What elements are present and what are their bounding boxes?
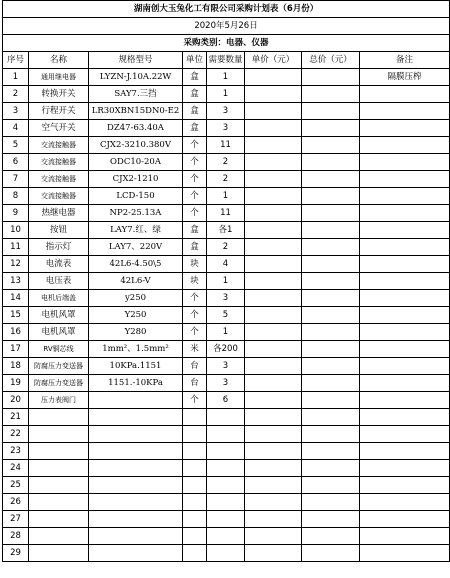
item-unit	[183, 545, 207, 562]
sheet-title: 湖南创大玉兔化工有限公司采购计划表（6月份）	[3, 1, 450, 18]
item-total-price	[302, 103, 360, 120]
row-number: 26	[3, 494, 29, 511]
row-number: 13	[3, 273, 29, 290]
row-number: 29	[3, 545, 29, 562]
item-unit-price	[245, 137, 302, 154]
item-unit: 个	[183, 171, 207, 188]
row-number: 16	[3, 324, 29, 341]
item-spec: SAY7.三挡	[89, 86, 183, 103]
item-total-price	[302, 171, 360, 188]
item-note	[360, 137, 450, 154]
item-unit-price	[245, 477, 302, 494]
item-name: 电机风罩	[29, 324, 89, 341]
table-row	[3, 392, 450, 409]
column-header-unit: 单位	[183, 52, 207, 69]
item-total-price	[302, 205, 360, 222]
row-number: 2	[3, 86, 29, 103]
item-unit-price	[245, 426, 302, 443]
item-name: 压力表阀门	[29, 392, 89, 409]
table-row	[3, 528, 450, 545]
item-total-price	[302, 188, 360, 205]
item-qty: 1	[207, 86, 245, 103]
row-number: 25	[3, 477, 29, 494]
item-name: 指示灯	[29, 239, 89, 256]
item-unit: 个	[183, 307, 207, 324]
item-name: 防腐压力变送器	[29, 375, 89, 392]
table-row	[3, 511, 450, 528]
item-unit: 盒	[183, 69, 207, 86]
item-qty	[207, 409, 245, 426]
row-number: 28	[3, 528, 29, 545]
item-spec: Y250	[89, 307, 183, 324]
item-unit-price	[245, 392, 302, 409]
item-note	[360, 205, 450, 222]
item-unit: 个	[183, 324, 207, 341]
item-spec	[89, 545, 183, 562]
item-unit	[183, 494, 207, 511]
item-qty	[207, 426, 245, 443]
row-number: 5	[3, 137, 29, 154]
column-header-price: 单价（元）	[245, 52, 302, 69]
item-unit-price	[245, 494, 302, 511]
item-name: 热继电器	[29, 205, 89, 222]
item-note	[360, 239, 450, 256]
column-header-name: 名称	[29, 52, 89, 69]
table-row	[3, 103, 450, 120]
item-unit: 盒	[183, 120, 207, 137]
item-total-price	[302, 324, 360, 341]
item-spec: LR30XBN15DN0-E2	[89, 103, 183, 120]
item-unit-price	[245, 511, 302, 528]
purchase-category: 采购类别：电器、仪器	[3, 35, 450, 52]
table-row	[3, 273, 450, 290]
item-spec	[89, 494, 183, 511]
row-number: 11	[3, 239, 29, 256]
item-unit: 个	[183, 154, 207, 171]
column-header-note: 备注	[360, 52, 450, 69]
item-unit: 个	[183, 290, 207, 307]
item-unit-price	[245, 205, 302, 222]
item-unit-price	[245, 154, 302, 171]
item-unit: 个	[183, 392, 207, 409]
row-number: 6	[3, 154, 29, 171]
item-spec	[89, 392, 183, 409]
item-spec	[89, 477, 183, 494]
item-note	[360, 494, 450, 511]
row-number: 9	[3, 205, 29, 222]
row-number: 24	[3, 460, 29, 477]
item-total-price	[302, 511, 360, 528]
item-unit-price	[245, 409, 302, 426]
item-total-price	[302, 494, 360, 511]
item-qty	[207, 494, 245, 511]
item-unit: 台	[183, 358, 207, 375]
item-note	[360, 154, 450, 171]
item-unit-price	[245, 375, 302, 392]
item-unit: 块	[183, 256, 207, 273]
row-number: 19	[3, 375, 29, 392]
column-header-no: 序号	[3, 52, 29, 69]
item-name: RV铜芯线	[29, 341, 89, 358]
item-note	[360, 256, 450, 273]
item-qty: 各1	[207, 222, 245, 239]
item-spec: LAY7.红、绿	[89, 222, 183, 239]
item-unit: 盒	[183, 86, 207, 103]
item-name	[29, 477, 89, 494]
item-unit-price	[245, 545, 302, 562]
item-qty: 6	[207, 392, 245, 409]
table-row	[3, 69, 450, 86]
item-unit-price	[245, 86, 302, 103]
item-total-price	[302, 392, 360, 409]
item-qty: 11	[207, 205, 245, 222]
item-total-price	[302, 460, 360, 477]
item-note	[360, 290, 450, 307]
table-row	[3, 409, 450, 426]
item-name: 电流表	[29, 256, 89, 273]
row-number: 4	[3, 120, 29, 137]
item-unit-price	[245, 341, 302, 358]
item-unit: 米	[183, 341, 207, 358]
item-name	[29, 494, 89, 511]
item-name: 通用继电器	[29, 69, 89, 86]
item-name	[29, 545, 89, 562]
row-number: 12	[3, 256, 29, 273]
item-qty	[207, 511, 245, 528]
table-row	[3, 222, 450, 239]
row-number: 18	[3, 358, 29, 375]
item-note	[360, 358, 450, 375]
item-unit	[183, 426, 207, 443]
item-unit-price	[245, 103, 302, 120]
item-qty: 3	[207, 358, 245, 375]
item-total-price	[302, 307, 360, 324]
item-note	[360, 375, 450, 392]
sheet-date: 2020年5月26日	[3, 18, 450, 35]
item-total-price	[302, 426, 360, 443]
item-spec: NP2-25.13A	[89, 205, 183, 222]
row-number: 15	[3, 307, 29, 324]
item-unit: 个	[183, 188, 207, 205]
item-qty: 1	[207, 324, 245, 341]
item-name: 转换开关	[29, 86, 89, 103]
item-unit	[183, 477, 207, 494]
item-qty	[207, 460, 245, 477]
table-row	[3, 494, 450, 511]
item-unit-price	[245, 239, 302, 256]
item-unit	[183, 511, 207, 528]
item-spec	[89, 511, 183, 528]
item-qty: 3	[207, 103, 245, 120]
item-qty: 4	[207, 256, 245, 273]
table-row	[3, 324, 450, 341]
item-name	[29, 528, 89, 545]
item-total-price	[302, 273, 360, 290]
item-qty: 2	[207, 154, 245, 171]
item-qty: 各200	[207, 341, 245, 358]
item-note	[360, 392, 450, 409]
item-unit: 个	[183, 137, 207, 154]
item-name	[29, 443, 89, 460]
item-spec: ODC10-20A	[89, 154, 183, 171]
item-spec: 42L6-4.50\5	[89, 256, 183, 273]
item-name: 交流接触器	[29, 171, 89, 188]
item-spec	[89, 528, 183, 545]
table-row	[3, 307, 450, 324]
item-qty	[207, 443, 245, 460]
table-row	[3, 239, 450, 256]
item-note	[360, 86, 450, 103]
item-qty	[207, 545, 245, 562]
item-spec: 1151.-10KPa	[89, 375, 183, 392]
item-name: 交流接触器	[29, 154, 89, 171]
item-note	[360, 324, 450, 341]
item-name	[29, 426, 89, 443]
date-row	[3, 18, 450, 35]
header-row	[3, 52, 450, 69]
item-unit-price	[245, 69, 302, 86]
item-note	[360, 426, 450, 443]
column-header-total: 总价（元）	[302, 52, 360, 69]
item-unit-price	[245, 358, 302, 375]
table-row	[3, 477, 450, 494]
table-row	[3, 375, 450, 392]
item-note	[360, 460, 450, 477]
item-note	[360, 528, 450, 545]
item-qty	[207, 477, 245, 494]
row-number: 8	[3, 188, 29, 205]
row-number: 7	[3, 171, 29, 188]
table-row	[3, 256, 450, 273]
item-name: 交流接触器	[29, 137, 89, 154]
table-row	[3, 545, 450, 562]
item-spec: CJX2-1210	[89, 171, 183, 188]
item-spec: y250	[89, 290, 183, 307]
category-row	[3, 35, 450, 52]
item-qty: 2	[207, 239, 245, 256]
item-unit-price	[245, 307, 302, 324]
item-spec	[89, 409, 183, 426]
item-qty: 1	[207, 188, 245, 205]
table-row	[3, 154, 450, 171]
item-unit-price	[245, 324, 302, 341]
item-total-price	[302, 409, 360, 426]
purchase-plan-table	[2, 0, 450, 562]
row-number: 17	[3, 341, 29, 358]
item-unit	[183, 460, 207, 477]
item-name	[29, 409, 89, 426]
item-name: 空气开关	[29, 120, 89, 137]
item-unit-price	[245, 171, 302, 188]
item-unit	[183, 443, 207, 460]
item-note	[360, 545, 450, 562]
row-number: 22	[3, 426, 29, 443]
item-note	[360, 171, 450, 188]
item-note	[360, 443, 450, 460]
table-row	[3, 171, 450, 188]
table-row	[3, 426, 450, 443]
item-total-price	[302, 239, 360, 256]
item-total-price	[302, 69, 360, 86]
item-total-price	[302, 86, 360, 103]
item-name: 防腐压力变送器	[29, 358, 89, 375]
title-row	[3, 1, 450, 18]
item-spec	[89, 443, 183, 460]
table-row	[3, 443, 450, 460]
item-note	[360, 477, 450, 494]
item-unit-price	[245, 290, 302, 307]
row-number: 10	[3, 222, 29, 239]
item-total-price	[302, 222, 360, 239]
row-number: 3	[3, 103, 29, 120]
item-unit-price	[245, 460, 302, 477]
column-header-spec: 规格型号	[89, 52, 183, 69]
item-total-price	[302, 154, 360, 171]
item-total-price	[302, 290, 360, 307]
item-note	[360, 103, 450, 120]
item-qty: 3	[207, 290, 245, 307]
item-spec: LCD-150	[89, 188, 183, 205]
item-spec: 1mm²、1.5mm²	[89, 341, 183, 358]
item-note	[360, 409, 450, 426]
table-row	[3, 120, 450, 137]
table-row	[3, 358, 450, 375]
item-note	[360, 511, 450, 528]
item-unit: 盒	[183, 222, 207, 239]
item-name	[29, 511, 89, 528]
item-unit: 台	[183, 375, 207, 392]
item-unit-price	[245, 528, 302, 545]
item-spec: 42L6-V	[89, 273, 183, 290]
item-name: 按钮	[29, 222, 89, 239]
item-unit	[183, 528, 207, 545]
item-unit	[183, 409, 207, 426]
item-total-price	[302, 358, 360, 375]
item-total-price	[302, 341, 360, 358]
item-qty: 3	[207, 120, 245, 137]
item-spec: Y280	[89, 324, 183, 341]
item-unit-price	[245, 188, 302, 205]
table-row	[3, 137, 450, 154]
item-name: 电机风罩	[29, 307, 89, 324]
table-row	[3, 205, 450, 222]
item-qty: 11	[207, 137, 245, 154]
item-spec: 10KPa.1151	[89, 358, 183, 375]
item-note	[360, 307, 450, 324]
row-number: 21	[3, 409, 29, 426]
row-number: 20	[3, 392, 29, 409]
table-row	[3, 86, 450, 103]
item-qty: 5	[207, 307, 245, 324]
item-qty: 3	[207, 375, 245, 392]
item-unit: 块	[183, 273, 207, 290]
column-header-qty: 需要数量	[207, 52, 245, 69]
item-total-price	[302, 256, 360, 273]
item-name: 交流接触器	[29, 188, 89, 205]
item-qty: 2	[207, 171, 245, 188]
item-total-price	[302, 120, 360, 137]
table-row	[3, 290, 450, 307]
row-number: 14	[3, 290, 29, 307]
item-unit-price	[245, 222, 302, 239]
item-unit-price	[245, 256, 302, 273]
item-qty: 1	[207, 69, 245, 86]
item-name: 电机后端盖	[29, 290, 89, 307]
item-total-price	[302, 375, 360, 392]
item-total-price	[302, 545, 360, 562]
table-row	[3, 460, 450, 477]
item-spec: LAY7、220V	[89, 239, 183, 256]
row-number: 27	[3, 511, 29, 528]
item-name: 电压表	[29, 273, 89, 290]
item-total-price	[302, 137, 360, 154]
item-unit: 盒	[183, 103, 207, 120]
item-note: 隔膜压榨	[360, 69, 450, 86]
item-note	[360, 222, 450, 239]
row-number: 1	[3, 69, 29, 86]
item-spec: LYZN-J.10A.22W	[89, 69, 183, 86]
item-unit: 盒	[183, 239, 207, 256]
item-note	[360, 120, 450, 137]
item-total-price	[302, 443, 360, 460]
item-name	[29, 460, 89, 477]
item-name: 行程开关	[29, 103, 89, 120]
item-note	[360, 341, 450, 358]
item-spec: CJX2-3210.380V	[89, 137, 183, 154]
item-note	[360, 188, 450, 205]
item-qty	[207, 528, 245, 545]
item-spec	[89, 426, 183, 443]
item-unit-price	[245, 443, 302, 460]
item-note	[360, 273, 450, 290]
item-total-price	[302, 528, 360, 545]
item-unit-price	[245, 120, 302, 137]
table-row	[3, 341, 450, 358]
item-spec	[89, 460, 183, 477]
item-unit-price	[245, 273, 302, 290]
item-spec: DZ47-63.40A	[89, 120, 183, 137]
item-qty: 1	[207, 273, 245, 290]
row-number: 23	[3, 443, 29, 460]
table-row	[3, 188, 450, 205]
item-unit: 个	[183, 205, 207, 222]
item-total-price	[302, 477, 360, 494]
